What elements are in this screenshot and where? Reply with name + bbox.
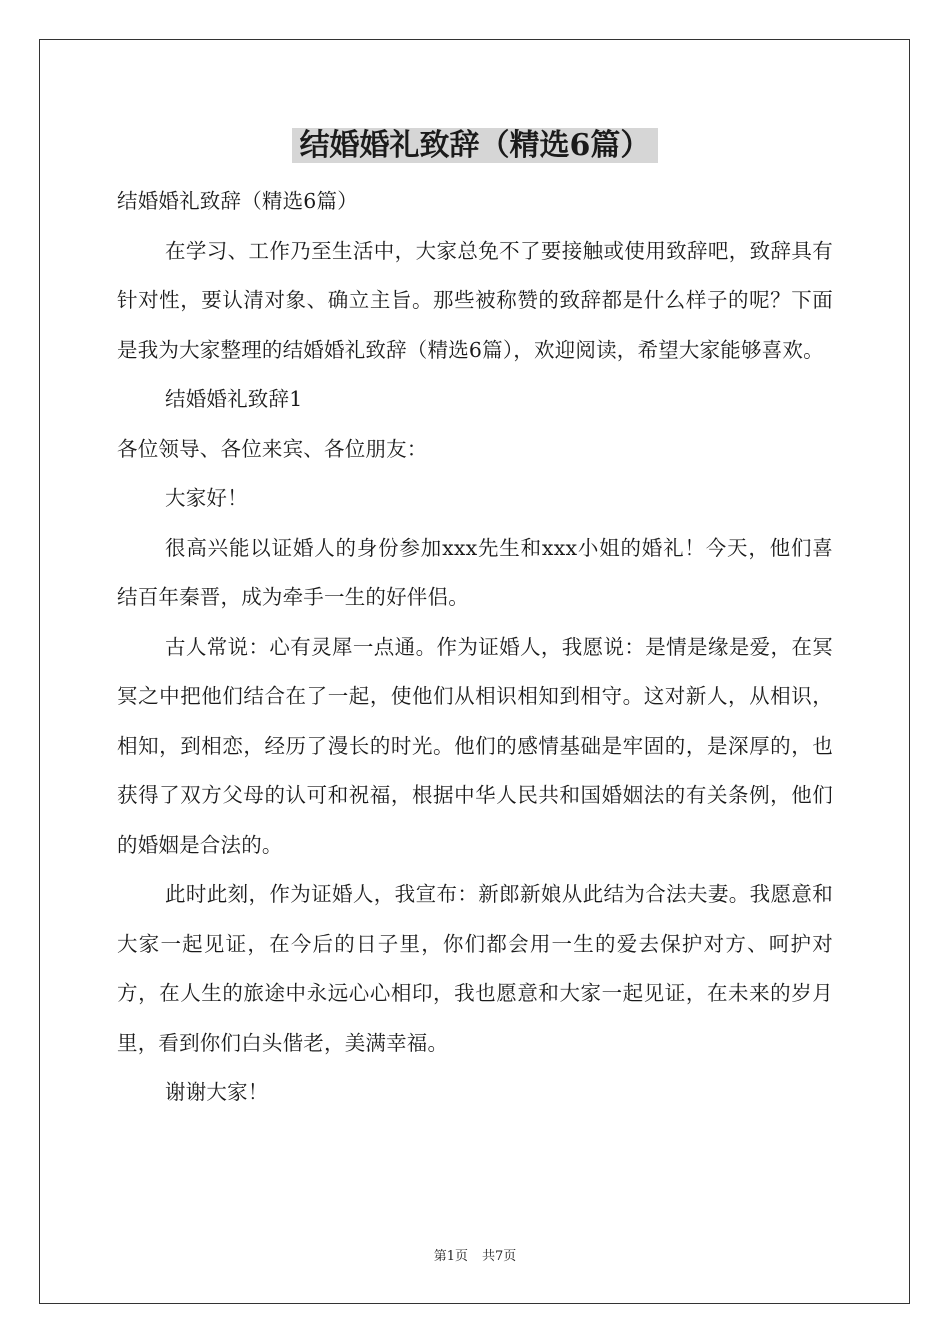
salutation-paragraph: 各位领导、各位来宾、各位朋友： [117, 436, 428, 461]
subtitle-paragraph: 结婚婚礼致辞（精选6篇） [117, 189, 358, 213]
document-title-text: 结婚婚礼致辞（精选6篇） [292, 128, 659, 163]
document-title [0, 126, 950, 166]
closing-paragraph: 谢谢大家！ [165, 1080, 269, 1104]
body-paragraph: 古人常说：心有灵犀一点通。作为证婚人，我愿说：是情是缘是爱，在冥冥之中把他们结合在了一起，使他们从相识相知到相守。这对新人，从相识，相知，到相恋，经历了漫长的时光。他们的感情基础是牢固的，是深厚的，也获得了双方父母的认可和祝福，根据中华人民共和国婚姻法的有关条例，他们的婚姻是合法的。 [117, 634, 833, 857]
page-number-current: 第1页 [433, 1249, 468, 1264]
body-paragraph: 此时此刻，作为证婚人，我宣布：新郎新娘从此结为合法夫妻。我愿意和大家一起见证，在今后的日子里，你们都会用一生的爱去保护对方、呵护对方，在人生的旅途中永远心心相印，我也愿意和大家一起见证，在未来的岁月里，看到你们白头偕老，美满幸福。 [117, 882, 833, 1055]
body-paragraph: 很高兴能以证婚人的身份参加xxx先生和xxx小姐的婚礼！今天，他们喜结百年秦晋，成为牵手一生的好伴侣。 [117, 535, 833, 609]
document-body [117, 177, 833, 1118]
section-heading: 结婚婚礼致辞1 [165, 387, 303, 411]
page-footer [0, 1245, 950, 1264]
greeting-paragraph: 大家好！ [165, 486, 248, 510]
page-number-total: 共7页 [482, 1249, 517, 1264]
intro-paragraph: 在学习、工作乃至生活中，大家总免不了要接触或使用致辞吧，致辞具有针对性，要认清对象、确立主旨。那些被称赞的致辞都是什么样子的呢？下面是我为大家整理的结婚婚礼致辞（精选6篇），欢迎阅读，希望大家能够喜欢。 [117, 238, 833, 362]
